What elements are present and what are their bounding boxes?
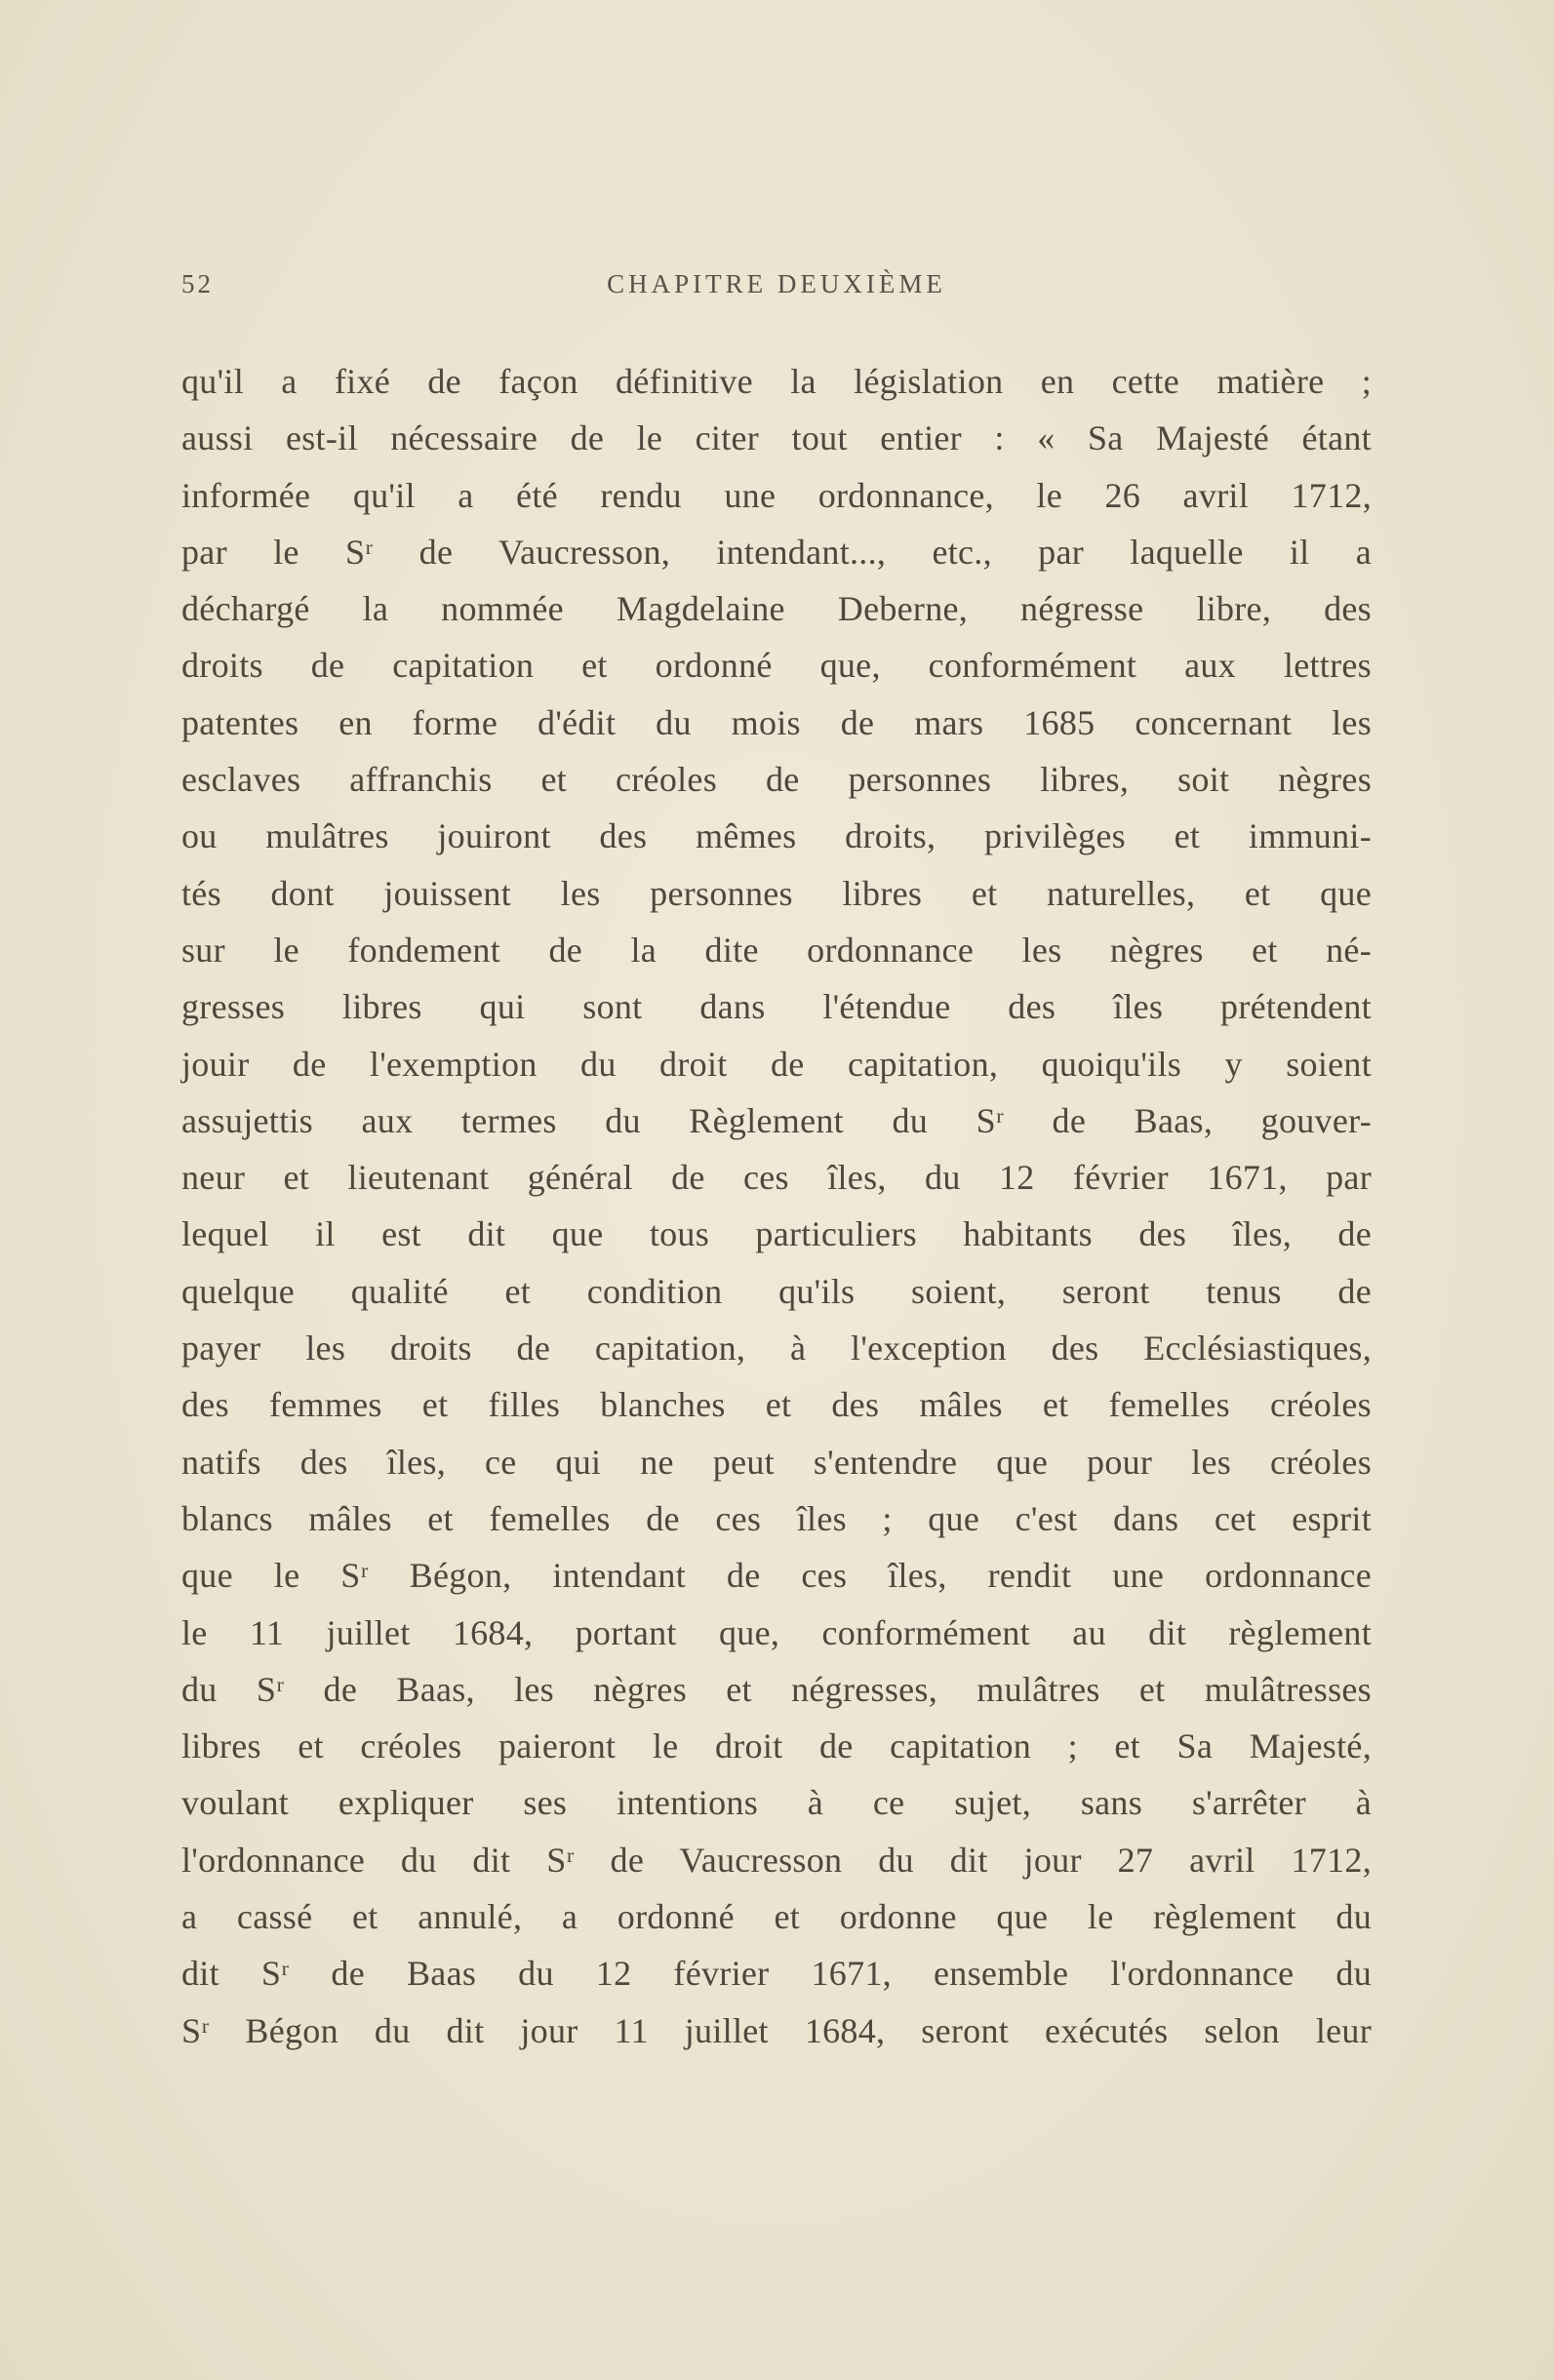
text-line: ou mulâtres jouiront des mêmes droits, privilèges et immuni- (181, 816, 1372, 856)
text-line: neur et lieutenant général de ces îles, du 12 février 1671, par (181, 1158, 1372, 1198)
body-text (181, 353, 1372, 2059)
text-line: l'ordonnance du dit Sʳ de Vaucresson du dit jour 27 avril 1712, (181, 1840, 1372, 1880)
text-line: déchargé la nommée Magdelaine Deberne, négresse libre, des (181, 589, 1372, 629)
text-line: esclaves affranchis et créoles de personnes libres, soit nègres (181, 760, 1372, 800)
text-line: quelque qualité et condition qu'ils soient, seront tenus de (181, 1271, 1372, 1311)
text-line: tés dont jouissent les personnes libres et naturelles, et que (181, 873, 1372, 913)
text-line: payer les droits de capitation, à l'exception des Ecclésiastiques, (181, 1329, 1372, 1368)
text-line: par le Sʳ de Vaucresson, intendant..., etc., par laquelle il a (181, 532, 1372, 572)
text-line: assujettis aux termes du Règlement du Sʳ de Baas, gouver- (181, 1100, 1372, 1140)
text-line: Sʳ Bégon du dit jour 11 juillet 1684, seront exécutés selon leur (181, 2010, 1372, 2050)
text-line: gresses libres qui sont dans l'étendue des îles prétendent (181, 987, 1372, 1027)
text-line: libres et créoles paieront le droit de capitation ; et Sa Majesté, (181, 1726, 1372, 1766)
chapter-title: CHAPITRE DEUXIÈME (607, 269, 946, 298)
text-line: le 11 juillet 1684, portant que, conformément au dit règlement (181, 1612, 1372, 1652)
text-line: sur le fondement de la dite ordonnance les nègres et né- (181, 930, 1372, 970)
running-head (181, 269, 1372, 308)
text-line: informée qu'il a été rendu une ordonnance, le 26 avril 1712, (181, 475, 1372, 515)
text-line: lequel il est dit que tous particuliers habitants des îles, de (181, 1214, 1372, 1254)
text-line: patentes en forme d'édit du mois de mars 1685 concernant les (181, 702, 1372, 742)
text-line: droits de capitation et ordonné que, conformément aux lettres (181, 646, 1372, 686)
text-line: dit Sʳ de Baas du 12 février 1671, ensemble l'ordonnance du (181, 1954, 1372, 1994)
text-line: voulant expliquer ses intentions à ce sujet, sans s'arrêter à (181, 1783, 1372, 1823)
text-line: a cassé et annulé, a ordonné et ordonne que le règlement du (181, 1897, 1372, 1937)
text-line: des femmes et filles blanches et des mâles et femelles créoles (181, 1385, 1372, 1425)
text-line: blancs mâles et femelles de ces îles ; que c'est dans cet esprit (181, 1498, 1372, 1538)
text-line: aussi est-il nécessaire de le citer tout entier : « Sa Majesté étant (181, 418, 1372, 458)
text-line: qu'il a fixé de façon définitive la législation en cette matière ; (181, 362, 1372, 401)
text-line: natifs des îles, ce qui ne peut s'entendre que pour les créoles (181, 1442, 1372, 1482)
page-number: 52 (181, 269, 214, 298)
text-line: que le Sʳ Bégon, intendant de ces îles, rendit une ordonnance (181, 1556, 1372, 1596)
text-line: du Sʳ de Baas, les nègres et négresses, mulâtres et mulâtresses (181, 1669, 1372, 1709)
text-line: jouir de l'exemption du droit de capitation, quoiqu'ils y soient (181, 1044, 1372, 1084)
